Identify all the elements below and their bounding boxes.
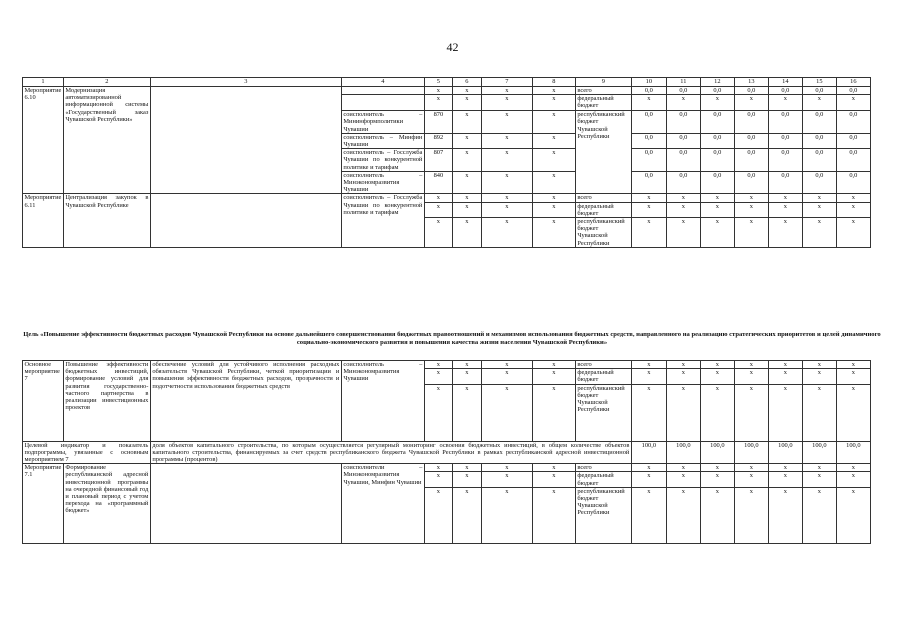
cell: x (452, 361, 481, 369)
table-row (23, 464, 871, 472)
cell: x (452, 369, 481, 384)
cell: x (452, 218, 481, 248)
grbs-code: 892 (424, 133, 452, 148)
value-cell: 0,0 (836, 111, 870, 134)
value-cell: x (631, 487, 666, 543)
col-number: 12 (700, 78, 734, 87)
cell: x (424, 472, 452, 487)
cell: x (532, 202, 575, 217)
value-cell: x (836, 369, 870, 384)
value-cell: x (836, 472, 870, 487)
value-cell: x (631, 194, 666, 202)
col-number: 1 (23, 78, 64, 87)
value-cell: x (734, 369, 768, 384)
value-cell: x (700, 194, 734, 202)
value-cell: 0,0 (836, 171, 870, 194)
cell: x (452, 202, 481, 217)
cell: x (452, 95, 481, 111)
grbs-code: 840 (424, 171, 452, 194)
cell: x (481, 95, 532, 111)
funding-source: республиканский бюджет Чувашской Республики (575, 218, 631, 248)
col-number: 2 (63, 78, 150, 87)
value-cell: 0,0 (802, 87, 836, 95)
cell: x (424, 464, 452, 472)
value-cell: x (768, 472, 802, 487)
col-number: 9 (575, 78, 631, 87)
value-cell: 0,0 (631, 171, 666, 194)
cell: x (424, 194, 452, 202)
col-number: 8 (532, 78, 575, 87)
value-cell: x (802, 194, 836, 202)
funding-source: всего (575, 87, 631, 95)
cell: x (532, 95, 575, 111)
value-cell: x (666, 472, 700, 487)
cell: x (424, 384, 452, 441)
funding-source: федеральный бюджет (575, 369, 631, 384)
value-cell: x (836, 487, 870, 543)
value-cell: 0,0 (802, 133, 836, 148)
cell: x (481, 194, 532, 202)
value-cell: 0,0 (802, 171, 836, 194)
value-cell: 100,0 (631, 441, 666, 464)
cell: x (481, 133, 532, 148)
value-cell: x (768, 202, 802, 217)
cell: x (481, 472, 532, 487)
cell: x (481, 464, 532, 472)
cell: x (452, 171, 481, 194)
value-cell: x (631, 384, 666, 441)
event-description (150, 87, 341, 194)
executor: соисполнители – Минэкономразвития Чувашии, Минфин Чувашии (341, 464, 424, 544)
event-name: Формирование республиканской адресной инвестиционной программы на очередной финансовый год и плановый период с учетом перехода на «программный бюджет» (63, 464, 150, 544)
value-cell: x (802, 202, 836, 217)
indicator-text: доля объектов капитального строительства, по которым осуществляется регулярный мониторинг освоения бюджетных инвестиций, в общем количестве объектов капитального строительства, финансируемых за счет средств республиканского бюджета Чувашской Республики в рамках республиканской адресной инвестиционной программы (процентов) (152, 441, 630, 464)
value-cell: 0,0 (666, 87, 700, 95)
executor: соисполнитель – Мининформполитики Чувашии (343, 111, 423, 133)
cell: x (481, 384, 532, 441)
value-cell: x (700, 361, 734, 369)
table-row (23, 361, 871, 369)
value-cell: x (631, 361, 666, 369)
value-cell: x (700, 472, 734, 487)
indicator-label: Целевой индикатор и показатель подпрограммы, увязанные с основным мероприятием 7 (24, 441, 149, 464)
funding-source: всего (575, 464, 631, 472)
value-cell: 0,0 (666, 149, 700, 172)
value-cell: x (734, 464, 768, 472)
value-cell: 0,0 (700, 87, 734, 95)
value-cell: x (666, 95, 700, 111)
value-cell: 0,0 (631, 111, 666, 134)
value-cell: x (700, 487, 734, 543)
cell: x (532, 87, 575, 95)
cell: x (481, 218, 532, 248)
value-cell: 0,0 (734, 111, 768, 134)
value-cell: x (836, 95, 870, 111)
executor: соисполнитель – Минэкономразвития Чувашии (343, 171, 423, 194)
value-cell: x (631, 464, 666, 472)
value-cell: 0,0 (700, 149, 734, 172)
value-cell: x (768, 464, 802, 472)
cell: x (424, 361, 452, 369)
col-number: 5 (424, 78, 452, 87)
grbs-code: x (424, 95, 452, 111)
event-code: Основное мероприятие 7 (23, 361, 64, 442)
funding-source: республиканский бюджет Чувашской Республики (575, 384, 631, 441)
value-cell: x (836, 361, 870, 369)
col-number: 7 (481, 78, 532, 87)
cell: x (452, 194, 481, 202)
value-cell: 0,0 (734, 87, 768, 95)
cell: x (424, 369, 452, 384)
cell: x (532, 218, 575, 248)
value-cell: 0,0 (666, 111, 700, 134)
grbs-code: 870 (424, 111, 452, 134)
value-cell: 0,0 (768, 111, 802, 134)
value-cell: x (768, 218, 802, 248)
value-cell: x (734, 487, 768, 543)
value-cell: x (802, 464, 836, 472)
value-cell: 0,0 (768, 133, 802, 148)
value-cell: 0,0 (666, 171, 700, 194)
value-cell: x (734, 218, 768, 248)
value-cell: x (666, 369, 700, 384)
indicator-row (23, 441, 871, 464)
event-code: Мероприятие 7.1 (23, 464, 64, 544)
event-code: Мероприятие 6.10 (23, 87, 64, 194)
value-cell: x (734, 95, 768, 111)
funding-source: всего (575, 194, 631, 202)
value-cell: x (666, 194, 700, 202)
value-cell: x (768, 487, 802, 543)
value-cell: 100,0 (666, 441, 700, 464)
value-cell: 0,0 (768, 87, 802, 95)
table-row (23, 194, 871, 202)
value-cell: 0,0 (631, 149, 666, 172)
grbs-code: 807 (424, 149, 452, 172)
value-cell: 100,0 (836, 441, 870, 464)
event-description: обеспечение условий для устойчивого исполнения расходных обязательств Чувашской Республики, четкой приоритизации и повышения эффективности бюджетных расходов, прозрачности и подотчетности использования бюджетных средств (150, 361, 341, 442)
cell: x (481, 111, 532, 134)
value-cell: 0,0 (768, 149, 802, 172)
value-cell: x (836, 194, 870, 202)
value-cell: 0,0 (768, 171, 802, 194)
value-cell: x (631, 218, 666, 248)
value-cell: 0,0 (836, 133, 870, 148)
budget-table-upper (22, 77, 871, 248)
value-cell: x (734, 202, 768, 217)
cell: x (532, 369, 575, 384)
funding-source: всего (575, 361, 631, 369)
value-cell: x (631, 369, 666, 384)
value-cell: x (666, 202, 700, 217)
value-cell: 0,0 (802, 111, 836, 134)
value-cell: 100,0 (734, 441, 768, 464)
value-cell: 0,0 (700, 133, 734, 148)
value-cell: x (734, 194, 768, 202)
value-cell: x (734, 361, 768, 369)
value-cell: 0,0 (631, 87, 666, 95)
cell: x (481, 171, 532, 194)
table-row (23, 87, 871, 95)
grbs-code: x (424, 87, 452, 95)
col-number: 6 (452, 78, 481, 87)
value-cell: x (631, 202, 666, 217)
cell: x (452, 487, 481, 543)
value-cell: x (802, 384, 836, 441)
value-cell: 0,0 (802, 149, 836, 172)
funding-source: республиканский бюджет Чувашской Республики (575, 487, 631, 543)
cell: x (424, 202, 452, 217)
value-cell: x (666, 361, 700, 369)
value-cell: x (734, 472, 768, 487)
column-number-row (23, 78, 871, 87)
value-cell: x (836, 218, 870, 248)
cell: x (481, 87, 532, 95)
value-cell: 0,0 (700, 111, 734, 134)
col-number: 15 (802, 78, 836, 87)
executor: соисполнитель – Минфин Чувашии (343, 133, 423, 149)
value-cell: x (836, 384, 870, 441)
value-cell: 0,0 (734, 149, 768, 172)
col-number: 4 (341, 78, 424, 87)
cell: x (481, 369, 532, 384)
value-cell: x (700, 95, 734, 111)
value-cell: 0,0 (666, 133, 700, 148)
cell: x (532, 149, 575, 172)
cell: x (532, 361, 575, 369)
executor: соисполнитель – Госслужба Чувашии по конкурентной политике и тарифам (343, 149, 423, 171)
event-name: Повышение эффективности бюджетных инвестиций, формирование условий для развития государственно-частного партнерства в реализации инвестиционных проектов (63, 361, 150, 442)
col-number: 10 (631, 78, 666, 87)
value-cell: x (700, 202, 734, 217)
value-cell: x (734, 384, 768, 441)
cell: x (532, 472, 575, 487)
cell: x (532, 384, 575, 441)
value-cell: 100,0 (768, 441, 802, 464)
value-cell: x (768, 361, 802, 369)
value-cell: x (768, 95, 802, 111)
value-cell: x (802, 361, 836, 369)
executor: соисполнитель – Госслужба Чувашии по конкурентной политике и тарифам (341, 194, 424, 247)
value-cell: 0,0 (734, 171, 768, 194)
value-cell: 0,0 (836, 149, 870, 172)
value-cell: 100,0 (700, 441, 734, 464)
col-number: 13 (734, 78, 768, 87)
cell: x (532, 133, 575, 148)
cell: x (532, 464, 575, 472)
cell: x (452, 133, 481, 148)
event-name: Модернизация автоматизированной информационной системы «Государственный заказ Чувашской Республики» (63, 87, 150, 194)
value-cell: x (700, 384, 734, 441)
value-cell: x (631, 472, 666, 487)
value-cell: x (836, 464, 870, 472)
value-cell: x (631, 95, 666, 111)
funding-source: республиканский бюджет Чувашской Республики (575, 111, 631, 194)
value-cell: x (700, 369, 734, 384)
value-cell: x (768, 384, 802, 441)
cell: x (532, 487, 575, 543)
cell: x (452, 472, 481, 487)
cell: x (452, 149, 481, 172)
value-cell: x (802, 218, 836, 248)
executor (341, 87, 424, 95)
event-description (150, 194, 341, 247)
funding-source: федеральный бюджет (575, 95, 631, 111)
cell: x (452, 384, 481, 441)
event-description (150, 464, 341, 544)
cell: x (481, 202, 532, 217)
event-name: Централизация закупок в Чувашской Республике (63, 194, 150, 247)
value-cell: x (700, 218, 734, 248)
cell: x (532, 194, 575, 202)
value-cell: 0,0 (836, 87, 870, 95)
value-cell: x (802, 95, 836, 111)
col-number: 3 (150, 78, 341, 87)
value-cell: x (836, 202, 870, 217)
value-cell: x (666, 218, 700, 248)
page-number: 42 (446, 40, 459, 54)
executor (341, 95, 424, 111)
value-cell: x (802, 487, 836, 543)
cell: x (481, 149, 532, 172)
funding-source: федеральный бюджет (575, 472, 631, 487)
cell: x (424, 487, 452, 543)
value-cell: x (666, 487, 700, 543)
value-cell: x (802, 472, 836, 487)
cell: x (481, 361, 532, 369)
value-cell: x (700, 464, 734, 472)
cell: x (452, 87, 481, 95)
value-cell: x (802, 369, 836, 384)
goal-heading: Цель «Повышение эффективности бюджетных расходов Чувашской Республики на основе дальнейшего совершенствования бюджетных правоотношений и механизмов использования бюджетных средств, направленного на реализацию стратегических приоритетов и целей динамичного социально-экономического развития и повышения качества жизни населения Чувашской Республики» (23, 331, 881, 346)
value-cell: x (666, 384, 700, 441)
value-cell: 0,0 (700, 171, 734, 194)
cell: x (532, 171, 575, 194)
executor: соисполнитель – Минэкономразвития Чувашии (341, 361, 424, 442)
budget-table-lower (22, 360, 871, 544)
value-cell: x (768, 194, 802, 202)
col-number: 11 (666, 78, 700, 87)
value-cell: x (666, 464, 700, 472)
value-cell: 0,0 (734, 133, 768, 148)
cell: x (424, 218, 452, 248)
event-code: Мероприятие 6.11 (23, 194, 64, 247)
value-cell: x (768, 369, 802, 384)
funding-source: федеральный бюджет (575, 202, 631, 217)
col-number: 16 (836, 78, 870, 87)
cell: x (532, 111, 575, 134)
cell: x (452, 111, 481, 134)
cell: x (452, 464, 481, 472)
value-cell: 0,0 (631, 133, 666, 148)
cell: x (481, 487, 532, 543)
col-number: 14 (768, 78, 802, 87)
value-cell: 100,0 (802, 441, 836, 464)
